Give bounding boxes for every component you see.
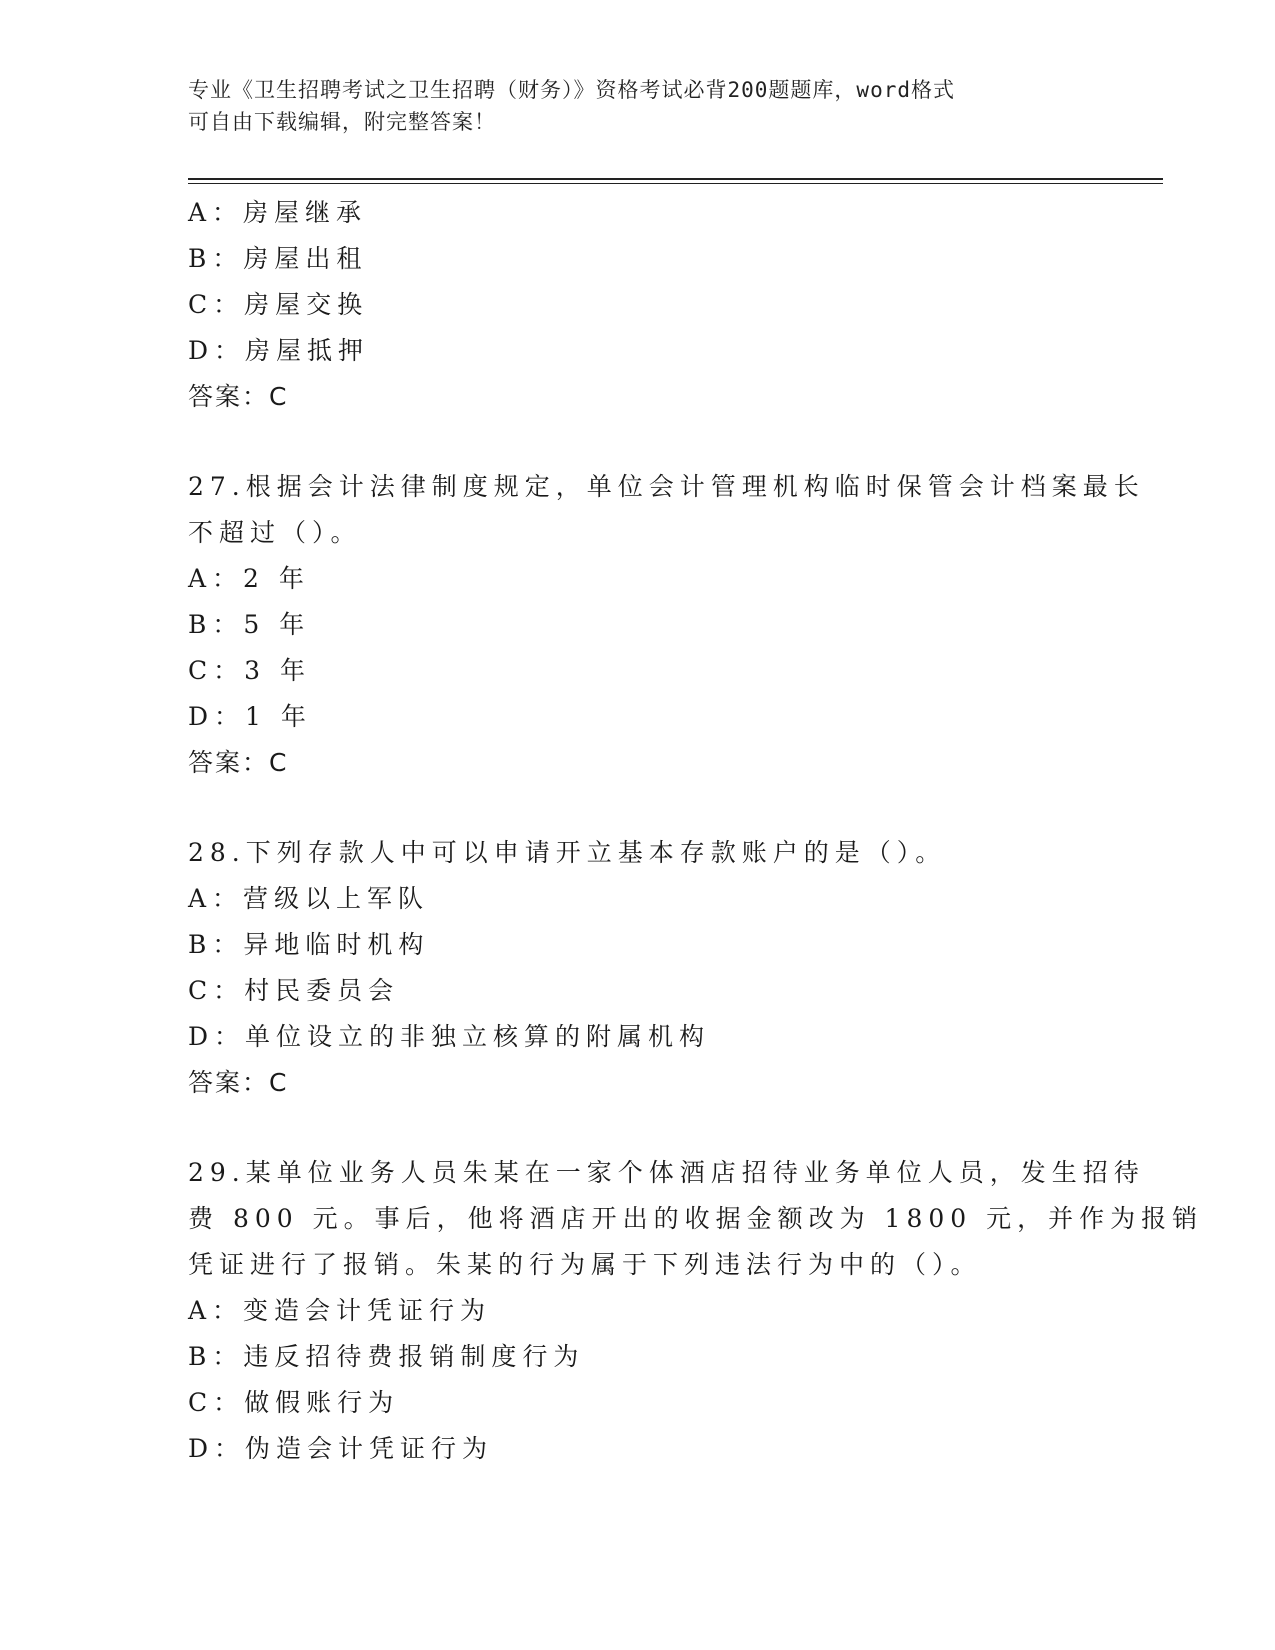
option-c: C：3 年	[188, 656, 311, 685]
option-c: C：房屋交换	[188, 290, 369, 319]
header-divider	[188, 178, 1163, 184]
option-b: B：异地临时机构	[188, 930, 430, 959]
option-c: C：做假账行为	[188, 1388, 400, 1417]
option-d: D：房屋抵押	[188, 336, 370, 365]
question-stem: 凭证进行了报销。朱某的行为属于下列违法行为中的（）。	[188, 1250, 982, 1279]
option-d: D：伪造会计凭证行为	[188, 1434, 494, 1463]
option-a: A：2 年	[188, 564, 310, 593]
option-b: B：违反招待费报销制度行为	[188, 1342, 585, 1371]
option-d: D：1 年	[188, 702, 312, 731]
question-stem: 29.某单位业务人员朱某在一家个体酒店招待业务单位人员，发生招待	[188, 1158, 1145, 1187]
question-stem: 不超过（）。	[188, 518, 362, 547]
question-27	[188, 464, 1145, 786]
question-list	[188, 190, 1204, 1472]
option-d: D：单位设立的非独立核算的附属机构	[188, 1022, 711, 1051]
question-stem: 27.根据会计法律制度规定，单位会计管理机构临时保管会计档案最长	[188, 472, 1145, 501]
question-26	[188, 190, 1088, 420]
answer-text: 答案：C	[188, 748, 289, 777]
option-b: B：5 年	[188, 610, 311, 639]
option-c: C：村民委员会	[188, 976, 400, 1005]
option-a: A：营级以上军队	[188, 884, 430, 913]
option-a: A：变造会计凭证行为	[188, 1296, 492, 1325]
question-29	[188, 1150, 1204, 1472]
option-a: A：房屋继承	[188, 198, 368, 227]
answer-text: 答案：C	[188, 382, 289, 411]
page-header	[188, 74, 1068, 138]
header-title-line-2: 可自由下载编辑，附完整答案！	[188, 110, 496, 134]
header-title-line-1: 专业《卫生招聘考试之卫生招聘（财务）》资格考试必背200题题库，word格式	[188, 78, 955, 102]
question-28	[188, 830, 1088, 1106]
question-stem: 费 800 元。事后，他将酒店开出的收据金额改为 1800 元，并作为报销	[188, 1204, 1204, 1233]
option-b: B：房屋出租	[188, 244, 368, 273]
question-stem: 28.下列存款人中可以申请开立基本存款账户的是（）。	[188, 838, 947, 867]
answer-text: 答案：C	[188, 1068, 289, 1097]
